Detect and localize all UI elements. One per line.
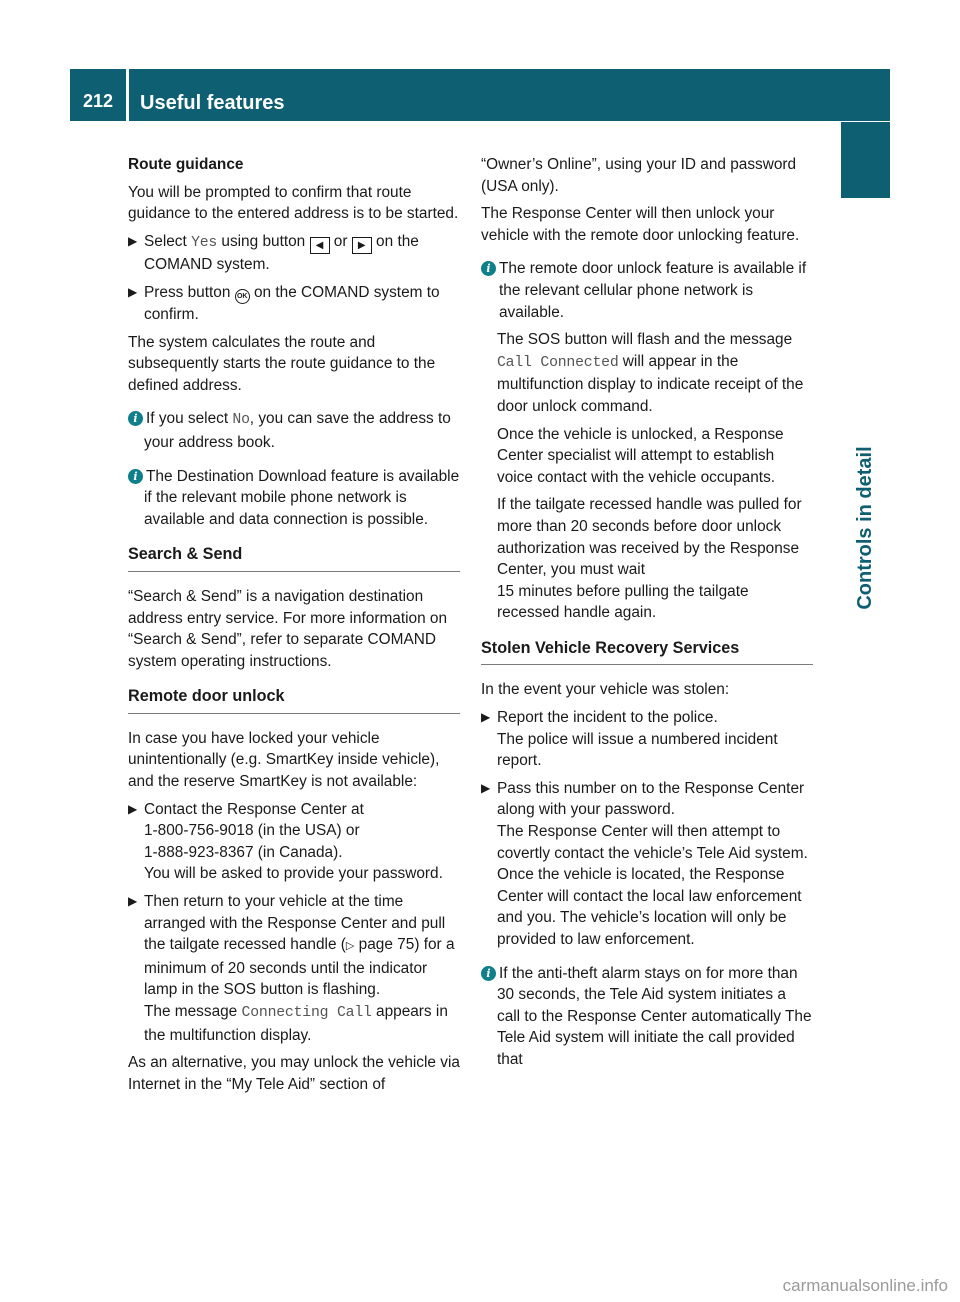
arrow-bullet-icon: ▶ — [128, 284, 138, 299]
info-icon: i — [481, 966, 496, 981]
header-divider — [126, 69, 129, 121]
info-icon: i — [128, 411, 143, 426]
arrow-bullet-icon: ▶ — [128, 894, 138, 909]
info-note: i The remote door unlock feature is available if the relevant cellular phone network is available. The SOS button will flash and the message Call Connected will appear in the multifunction display to indicate receipt of the door unlock command. Once the vehicle is unlocked, a Response Center specialist will attempt to establish voice contact with the vehicle occupants. If the tailgate recessed handle was pulled for more than 20 seconds before door unlock authorization was received by the Response Center, you must wait 15 minutes before pulling the tailgate recessed handle again. — [481, 258, 813, 624]
side-tab-block — [841, 121, 890, 198]
left-button-icon: ◀ — [310, 237, 330, 254]
arrow-bullet-icon: ▶ — [481, 780, 491, 795]
info-note: i If you select No, you can save the address to your address book. — [128, 408, 460, 453]
stolen-vehicle-heading: Stolen Vehicle Recovery Services — [481, 638, 813, 666]
list-item: ▶ Pass this number on to the Response Center along with your password. The Response Center will then attempt to covertly contact the vehicle’s Tele Aid system. Once the vehicle is located, the Response Center will contact the local law enforcement and you. The vehicle’s location will only be provided to law enforcement. — [481, 779, 808, 948]
arrow-bullet-icon: ▶ — [128, 801, 138, 816]
list-item: ▶ Press button OK on the COMAND system to confirm. — [128, 283, 440, 323]
left-column — [128, 154, 460, 1101]
info-note: i If the anti-theft alarm stays on for more than 30 seconds, the Tele Aid system initiates a call to the Response Center automatically The Tele Aid system will initiate the call provided that — [481, 963, 813, 1071]
search-send-heading: Search & Send — [128, 544, 460, 572]
info-icon: i — [128, 469, 143, 484]
code-yes: Yes — [191, 234, 218, 251]
list-item: ▶ Select Yes using button ◀ or ▶ on the COMAND system. — [128, 232, 419, 274]
page-number: 212 — [82, 91, 114, 112]
route-calc-text: The system calculates the route and subsequently starts the route guidance to the defined address. — [128, 333, 436, 394]
stolen-intro: In the event your vehicle was stolen: — [481, 681, 730, 699]
list-item: ▶ Contact the Response Center at 1-800-756-9018 (in the USA) or 1-888-923-8367 (in Canada). You will be asked to provide your password. — [128, 800, 443, 883]
code-connecting-call: Connecting Call — [241, 1005, 372, 1021]
side-tab-rule — [841, 121, 890, 122]
code-no: No — [232, 412, 250, 429]
unlock-text: The Response Center will then unlock your vehicle with the remote door unlocking feature. — [481, 205, 800, 244]
remote-unlock-alt: As an alternative, you may unlock the vehicle via Internet in the “My Tele Aid” section of — [128, 1054, 460, 1093]
search-send-body: “Search & Send” is a navigation destination address entry service. For more information on “Search & Send”, refer to separate COMAND system operating instructions. — [128, 587, 448, 670]
arrow-bullet-icon: ▶ — [481, 710, 491, 725]
info-icon: i — [481, 261, 496, 276]
side-chapter-label: Controls in detail — [854, 446, 877, 610]
arrow-bullet-icon: ▶ — [128, 233, 138, 248]
remote-unlock-intro: In case you have locked your vehicle unintentionally (e.g. SmartKey inside vehicle), and the reserve SmartKey is not available: — [128, 729, 440, 791]
route-guidance-intro: You will be prompted to confirm that route guidance to the entered address is to be started. — [128, 183, 459, 223]
remote-unlock-heading: Remote door unlock — [128, 686, 460, 714]
route-guidance-heading: Route guidance — [128, 156, 244, 173]
list-item: ▶ Then return to your vehicle at the time arranged with the Response Center and pull the tailgate recessed handle (▷ page 75) for a minimum of 20 seconds until the indicator lamp in the SOS button is flashing. The message Connecting Call appears in the multifunction display. — [128, 893, 455, 1044]
list-item: ▶ Report the incident to the police. The police will issue a numbered incident report. — [481, 709, 778, 770]
info-note: i The Destination Download feature is available if the relevant mobile phone network is available and data connection is possible. — [128, 466, 460, 531]
footer-watermark: carmanualsonline.info — [782, 1276, 948, 1295]
right-button-icon: ▶ — [352, 237, 372, 254]
page-ref-icon: ▷ — [345, 940, 355, 953]
right-column — [481, 154, 813, 1083]
ok-button-icon: OK — [235, 289, 250, 304]
section-title: Useful features — [140, 92, 285, 115]
continued-text: “Owner’s Online”, using your ID and password (USA only). — [481, 156, 797, 195]
code-call-connected: Call Connected — [497, 354, 619, 371]
page-ref-link[interactable]: page 75 — [358, 936, 415, 954]
